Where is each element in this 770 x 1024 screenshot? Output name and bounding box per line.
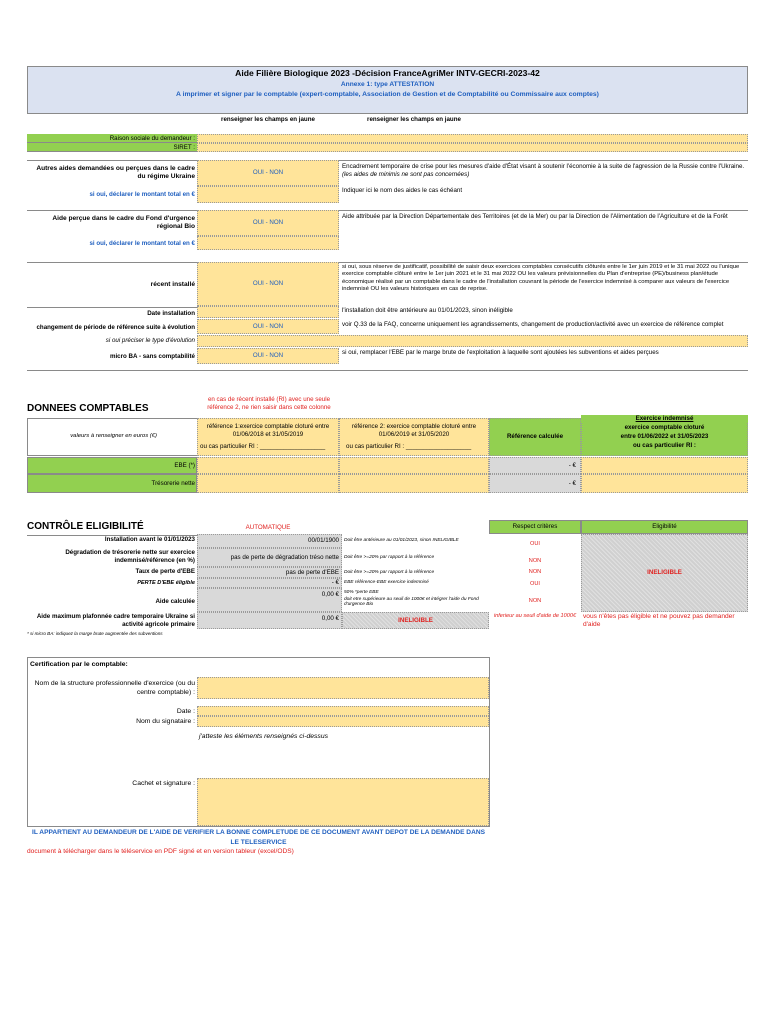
microba-label: micro BA - sans comptabilité — [109, 353, 195, 360]
other-aids-note — [342, 163, 746, 179]
urgence-label: Aide perçue dans le cadre du Fond d'urgence régional Bio — [52, 215, 195, 231]
ineligible-final-note: vous n'êtes pas éligible et ne pouvez pas demander d'aide — [583, 613, 735, 628]
elig-row4-value: - € — [197, 578, 342, 588]
elig-row3-rule: Doit être >=20% par rapport à la référence — [344, 570, 435, 575]
urgence-amount-field[interactable] — [197, 236, 339, 250]
elig-row2-rule: Doit être >=20% par rapport à la référence — [344, 555, 435, 560]
hint-right: renseigner les champs en jaune — [367, 116, 461, 123]
elig-row5-rule: doit etre supérieure au seuil de 1000€ et intégrer l'aide du Fond d'urgence Bio — [344, 597, 479, 607]
treso-ref-calc: - € — [489, 474, 581, 493]
download-note: document à télécharger dans le téléservice en PDF signé et en version tableur (excel/ODS) — [27, 848, 294, 855]
treso-ref2-field[interactable] — [339, 474, 489, 493]
elig-row1-value: 00/01/1900 — [197, 534, 342, 548]
elig-row4-rule: EBE référence-EBE exercice indemnisé — [344, 580, 429, 585]
change-note: voir Q.33 de la FAQ, concerne uniquement les agrandissements, changement de production/activité avec un exercice de référence complet — [342, 321, 724, 328]
other-aids-amount-label: si oui, déclarer le montant total en € — [89, 191, 195, 198]
exercice-line3: ou cas particulier RI : — [633, 442, 696, 449]
raison-sociale-field[interactable] — [197, 134, 748, 143]
elig-row6-rule: INELIGIBLE — [342, 612, 489, 629]
comptables-divider — [27, 370, 748, 371]
other-aids-label: Autres aides demandées ou perçues dans le cadre du régime Ukraine — [36, 165, 195, 181]
ref2-ri: ou cas particulier RI : ___________________ — [346, 443, 472, 450]
elig-row5-label: Aide calculée — [155, 598, 195, 605]
other-aids-note-italic: (les aides de minimis ne sont pas concernées) — [342, 170, 470, 178]
other-aids-amount-note: Indiquer ici le nom des aides le cas échéant — [342, 187, 463, 194]
ebe-exercice-field[interactable] — [581, 457, 748, 474]
automatique-label: AUTOMATIQUE — [245, 524, 291, 531]
ri-red-note: en cas de récent installé (RI) avec une seule référence 2, ne rien saisir dans cette colonne — [207, 396, 331, 411]
eligibilite-title: CONTRÔLE ELIGIBILITÉ — [27, 521, 144, 532]
certification-title: Certification par le comptable: — [30, 661, 128, 668]
elig-row4-status: OUI — [530, 581, 540, 587]
recent-note: si oui, sous réserve de justificatif, possibilité de saisir deux exercices comptables consécutifs clôturés entre le 1er juin 2019 et le 31 mai 2022 ou l'unique exercice comptable clôturé entre le 1er juin 2021 et le 31 mai 2022 OU les valeurs prévisionnelles du Plan d'entreprise (PE)/business plan/étude économique réalisé par un comptable dans le cadre de l'installation couvrant la période de l'exercice indemnisé à comparer aux valeurs de l'exercice indemnisé OU les valeurs historiques en cas de reprise. — [342, 264, 740, 293]
elig-row3-label: Taux de perte d'EBE — [135, 568, 195, 575]
annex-subtitle: Annexe 1: type ATTESTATION — [340, 81, 435, 88]
microba-footnote: * si micro BA: indiquez la marge brute augmentée des subventions — [27, 631, 163, 636]
date-install-label: Date installation — [27, 307, 197, 318]
ref-calc-header: Référence calculée — [489, 418, 581, 456]
exercice-line2: entre 01/06/2022 et 31/05/2023 — [620, 433, 709, 440]
microba-note: si oui, remplacer l'EBE par le marge brute de l'exploitation à laquelle sont ajoutées les subventions et aides perçues — [342, 349, 659, 356]
respect-header: Respect critères — [489, 520, 581, 534]
date-install-field[interactable] — [197, 306, 339, 318]
structure-field[interactable] — [197, 677, 489, 699]
ebe-ref-calc: - € — [489, 457, 581, 474]
hint-left: renseigner les champs en jaune — [221, 116, 315, 123]
elig-row2-value: pas de perte de dégradation tréso nette — [197, 548, 342, 567]
signataire-label: Nom du signataire : — [136, 718, 195, 725]
elig-row1-label: Installation avant le 01/01/2023 — [27, 535, 197, 544]
change-choice[interactable]: OUI - NON — [197, 319, 339, 334]
elig-row1-rule — [344, 538, 488, 543]
urgence-note: Aide attribuée par la Direction Départementale des Territoires (et de la Mer) ou par la Direction de l'Alimentation de l'Agriculture et de la Forêt — [342, 213, 728, 220]
date-install-note: l'installation doit être antérieure au 01/01/2023, sinon inéligible — [342, 307, 513, 314]
cachet-signature-field[interactable] — [197, 778, 489, 826]
ref1-label: référence 1:exercice comptable cloturé entre 01/06/2018 et 31/05/2019 — [206, 423, 330, 438]
elig-row2-status: NON — [528, 558, 542, 564]
urgence-choice[interactable]: OUI - NON — [197, 210, 339, 236]
elig-row4-label: PERTE D'EBE éligible — [137, 580, 195, 586]
treso-exercice-field[interactable] — [581, 474, 748, 493]
elig-row6-status: inferieur au seuil d'aide de 1000€ — [493, 613, 577, 619]
other-aids-note-main: Encadrement temporaire de crise pour les mesures d'aide d'État visant à soutenir l'économie à la suite de l'agression de la Russie contre l'Ukraine. — [342, 163, 745, 170]
elig-row5-rule-top: 50% *perte EBE — [344, 590, 379, 595]
date-field[interactable] — [197, 706, 489, 716]
elig-row3-status: NON — [528, 569, 542, 575]
elig-row1-status: OUI — [530, 541, 540, 547]
atteste-text: j'atteste les éléments renseignés ci-dessus — [199, 733, 328, 740]
exercice-line1: exercice comptable cloturé — [624, 424, 705, 431]
raison-sociale-label: Raison sociale du demandeur : — [109, 135, 195, 142]
change-type-field[interactable] — [197, 335, 748, 347]
values-label: valeurs à renseigner en euros (€) — [70, 433, 157, 439]
completude-warning: IL APPARTIENT AU DEMANDEUR DE L'AIDE DE VERIFIER LA BONNE COMPLETUDE DE CE DOCUMENT AVANT DEPOT DE LA DEMANDE DANS LE TELESERVICE — [31, 829, 485, 847]
page-title: Aide Filière Biologique 2023 -Décision FranceAgriMer INTV-GECRI-2023-42 — [235, 68, 540, 78]
microba-choice[interactable]: OUI - NON — [197, 348, 339, 364]
recent-choice[interactable]: OUI - NON — [197, 262, 339, 306]
cachet-label: Cachet et signature : — [132, 780, 195, 787]
elig-row6-label: Aide maximum plafonnée cadre temporaire Ukraine si activité agricole primaire — [36, 613, 195, 628]
elig-row3-value: pas de perte d'EBE — [197, 567, 342, 578]
change-type-label: si oui préciser le type d'évolution — [105, 337, 195, 344]
ebe-ref2-field[interactable] — [339, 457, 489, 474]
ref1-ri: ou cas particulier RI : ___________________ — [200, 443, 326, 450]
siret-label: SIRET : — [173, 144, 195, 151]
comptables-title: DONNEES COMPTABLES — [27, 403, 149, 414]
other-aids-choice[interactable]: OUI - NON — [197, 160, 339, 186]
signataire-field[interactable] — [197, 716, 489, 727]
elig-row5-status: NON — [528, 598, 542, 604]
ref2-label: référence 2: exercice comptable cloturé entre 01/06/2019 et 31/05/2020 — [351, 423, 477, 438]
treso-ref1-field[interactable] — [197, 474, 339, 493]
recent-label: récent installé — [150, 281, 195, 288]
elig-row1-rule-text: Doit être antérieure au 01/01/2023, sinon INELIGIBLE — [344, 538, 459, 543]
urgence-amount-label: si oui, déclarer le montant total en € — [89, 240, 195, 247]
print-instruction: A imprimer et signer par le comptable (expert-comptable, Association de Gestion et de Comptabilité ou Commissaire aux comptes) — [176, 91, 599, 98]
treso-label: Trésorerie nette — [151, 480, 195, 487]
elig-row2-label: Dégradation de trésorerie nette sur exercice indemnisé/référence (en %) — [65, 549, 195, 564]
siret-field[interactable] — [197, 143, 748, 152]
other-aids-amount-field[interactable] — [197, 186, 339, 203]
elig-row6-value: 0,00 € — [197, 612, 342, 629]
ineligible-verdict: INELIGIBLE — [581, 534, 748, 612]
eligibilite-header: Eligibilité — [581, 520, 748, 534]
structure-label: Nom de la structure professionnelle d'exercice (ou du centre comptable) : — [34, 680, 195, 697]
change-label: changement de période de référence suite à évolution — [36, 324, 195, 331]
ebe-label: EBE (*) — [174, 462, 195, 469]
ebe-ref1-field[interactable] — [197, 457, 339, 474]
exercice-title: Exercice indemnisé — [581, 415, 748, 423]
date-label: Date : — [176, 708, 195, 715]
elig-row5-value: 0,00 € — [197, 588, 342, 612]
